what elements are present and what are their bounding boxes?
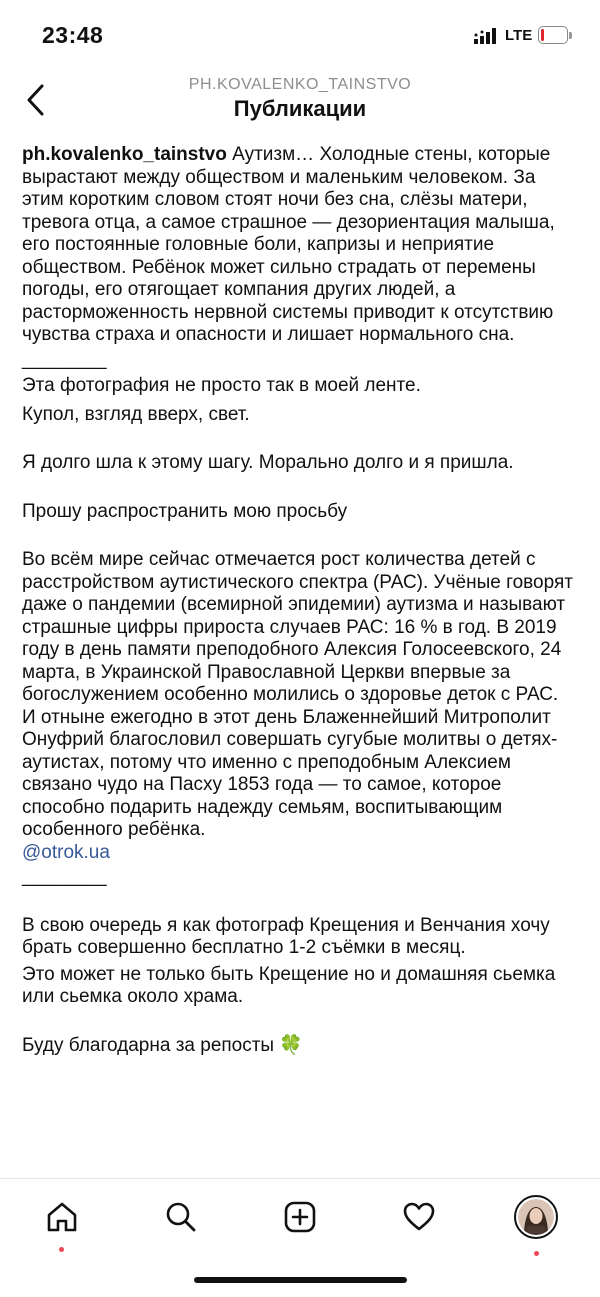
header-username: PH.KOVALENKO_TAINSTVO	[188, 76, 412, 93]
bottom-tab-bar	[0, 1178, 600, 1255]
avatar	[514, 1195, 558, 1239]
photographer-paragraph-2: Это может не только быть Крещение но и домашняя сьемка или сьемка около храма.	[22, 963, 556, 1007]
tab-search[interactable]	[157, 1193, 205, 1241]
photographer-paragraph-1: В свою очередь я как фотограф Крещения и Венчания хочу брать совершенно бесплатно 1-2 съёмки в месяц.	[22, 914, 550, 958]
battery-cap	[569, 32, 572, 39]
request-text: Прошу распространить мою просьбу	[22, 500, 348, 522]
post-caption	[22, 144, 582, 1057]
tab-new-post[interactable]	[276, 1193, 324, 1241]
thanks-line	[22, 1035, 582, 1058]
caption-intro-text: Аутизм… Холодные стены, которые вырастают между обществом и маленьким человеком. За этим коротким словом стоят ночи без сна, слёзы матери, тревога отца, а самое страшное — дезориентация малыша, его постоянные головные боли, капризы и неприятие обществом. Ребёнок может сильно страдать от перемены погоды, его отягощает компания других людей, а расторможенность нервной системы приводит к отсутствию чувства страха и опасности и лишает нормального сна.	[22, 144, 555, 345]
author-username[interactable]: ph.kovalenko_tainstvo	[22, 144, 227, 165]
battery-icon	[538, 26, 568, 44]
home-icon	[45, 1200, 79, 1234]
caption-intro	[22, 144, 582, 347]
signal-icon	[474, 28, 498, 44]
mention-link[interactable]: @otrok.ua	[22, 841, 110, 863]
status-bar	[0, 0, 600, 70]
tab-profile[interactable]	[512, 1193, 560, 1241]
clover-icon: 🍀	[279, 1034, 304, 1056]
new-post-icon	[283, 1200, 317, 1234]
tab-activity[interactable]	[395, 1193, 443, 1241]
status-time: 23:48	[42, 22, 104, 48]
heart-icon	[402, 1200, 436, 1234]
thanks-text: Буду благодарна за репосты	[22, 1034, 275, 1056]
divider-line-2: ________	[22, 866, 107, 887]
church-paragraph: И отныне ежегодно в этот день Блаженнейший Митрополит Онуфрий благословил совершать сугубые молитвы о детях-аутистах, потому что именно с преподобным Алексием связано чудо на Пасху 1853 года — то самое, которое способно подарить надежду семьям, воспитывающим особенного ребёнка.	[22, 706, 558, 840]
profile-notification-dot	[534, 1251, 539, 1256]
network-label: LTE	[505, 27, 533, 44]
page-title: Публикации	[233, 96, 367, 121]
photo-line-2: Купол, взгляд вверх, свет.	[22, 403, 250, 425]
home-indicator[interactable]	[194, 1277, 407, 1283]
battery-level	[541, 29, 544, 41]
divider-line-1: ________	[22, 348, 107, 370]
nav-header	[0, 70, 600, 132]
stats-paragraph: Во всём мире сейчас отмечается рост количества детей с расстройством аутистического спектра (РАС). Учёные говорят даже о пандемии (всемирной эпидемии) аутизма и называют страшные цифры прироста случаев РАС: 16 % в год. В 2019 году в день памяти преподобного Алексия Голосеевского, 24 марта, в Украинской Православной Церкви впервые за богослужением особенно молились о здоровье деток с РАС.	[22, 549, 573, 705]
home-notification-dot	[59, 1247, 64, 1252]
tab-home[interactable]	[38, 1193, 86, 1241]
search-icon	[164, 1200, 198, 1234]
photo-line-1: Эта фотография не просто так в моей ленте.	[22, 375, 421, 396]
long-way-text: Я долго шла к этому шагу. Морально долго и я пришла.	[22, 452, 514, 473]
